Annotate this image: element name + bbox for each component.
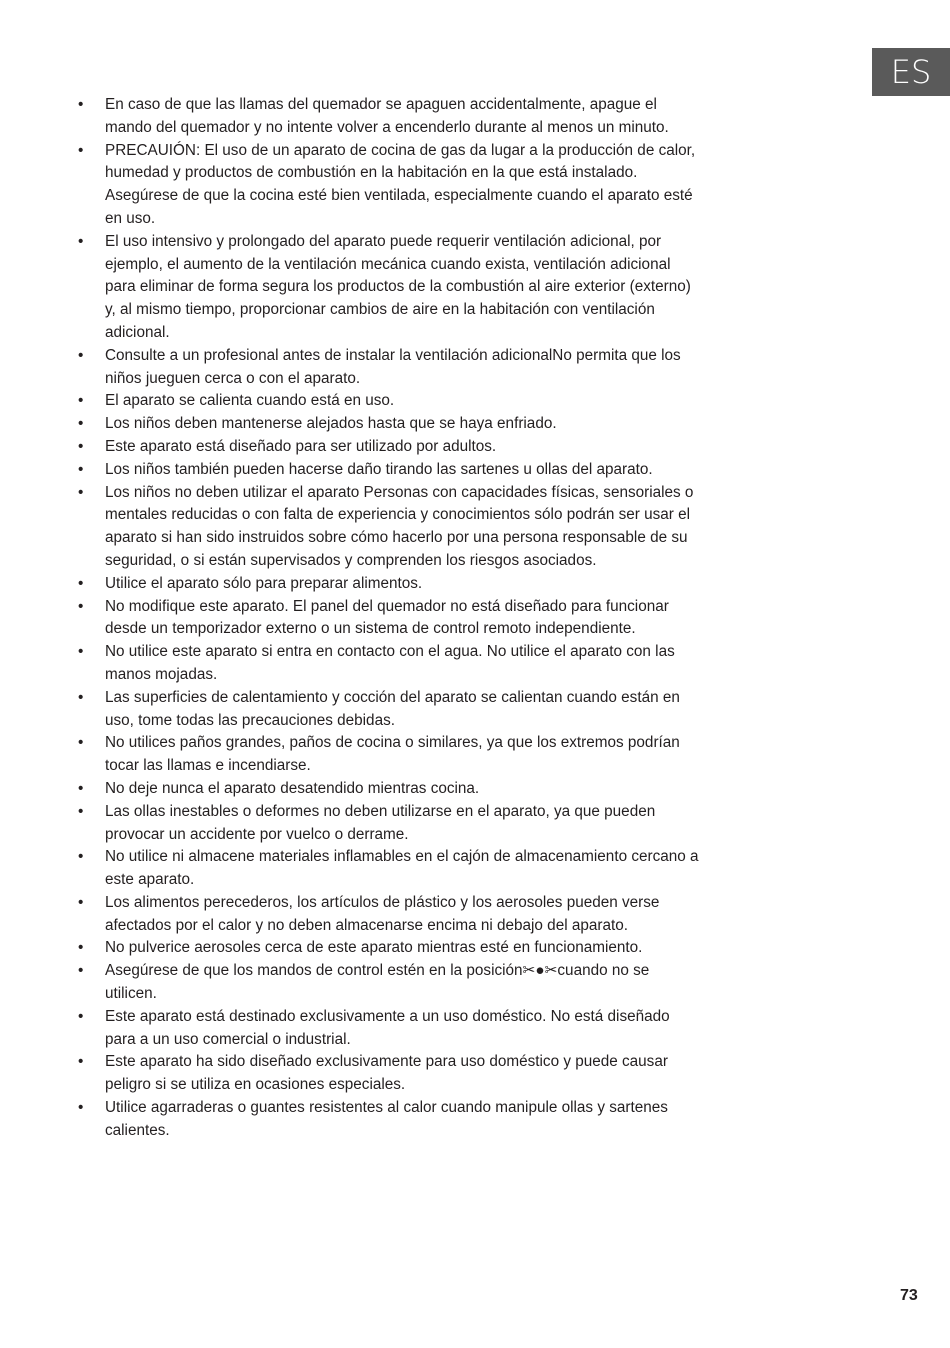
- list-item-text: El aparato se calienta cuando está en uso.: [105, 392, 395, 410]
- bullet-icon: •: [78, 141, 84, 159]
- list-item: [75, 413, 700, 436]
- list-item: [75, 459, 700, 482]
- list-item: [75, 892, 700, 938]
- bullet-list: [75, 94, 700, 1143]
- list-item-text: PRECAUIÓN: El uso de un aparato de cocina de gas da lugar a la producción de calor, humedad y productos de combustión en la habitación en la que está instalado. Asegúrese de que la cocina esté bien ventilada, especialmente cuando el aparato esté en uso.: [105, 141, 696, 227]
- list-item-text: Utilice el aparato sólo para preparar alimentos.: [105, 574, 423, 592]
- bullet-icon: •: [78, 460, 84, 478]
- list-item: [75, 1097, 700, 1143]
- bullet-icon: •: [78, 232, 84, 250]
- list-item: [75, 231, 700, 345]
- list-item-text: Asegúrese de que los mandos de control estén en la posición✂●✂cuando no se utilicen.: [105, 962, 650, 1003]
- bullet-icon: •: [78, 597, 84, 615]
- bullet-icon: •: [78, 392, 84, 410]
- bullet-icon: •: [78, 643, 84, 661]
- list-item: [75, 345, 700, 391]
- bullet-icon: •: [78, 734, 84, 752]
- bullet-icon: •: [78, 802, 84, 820]
- list-item: [75, 641, 700, 687]
- bullet-icon: •: [78, 96, 84, 113]
- list-item-text: En caso de que las llamas del quemador se apaguen accidentalmente, apague el mando del quemador y no intente volver a encenderlo durante al menos un minuto.: [105, 96, 669, 136]
- list-item: [75, 1006, 700, 1052]
- list-item-text: No utilice este aparato si entra en contacto con el agua. No utilice el aparato con las manos mojadas.: [105, 643, 675, 683]
- list-item: [75, 1051, 700, 1097]
- list-item-text: No pulverice aerosoles cerca de este aparato mientras esté en funcionamiento.: [105, 939, 643, 957]
- list-item-text: No utilices paños grandes, paños de cocina o similares, ya que los extremos podrían tocar las llamas e incendiarse.: [105, 734, 680, 775]
- list-item-text: Consulte a un profesional antes de instalar la ventilación adicionalNo permita que los niños jueguen cerca o con el aparato.: [105, 346, 681, 387]
- list-item-text: Utilice agarraderas o guantes resistentes al calor cuando manipule ollas y sartenes calientes.: [105, 1099, 668, 1139]
- list-item: [75, 140, 700, 231]
- list-item: [75, 482, 700, 573]
- list-item: [75, 390, 700, 413]
- list-item-text: Este aparato está destinado exclusivamente a un uso doméstico. No está diseñado para a un uso comercial o industrial.: [105, 1007, 670, 1048]
- bullet-icon: •: [78, 779, 84, 797]
- bullet-icon: •: [78, 848, 84, 866]
- list-item-text: No modifique este aparato. El panel del quemador no está diseñado para funcionar desde un temporizador externo o un sistema de control remoto independiente.: [105, 597, 669, 638]
- list-item: [75, 846, 700, 892]
- bullet-icon: •: [78, 1053, 84, 1071]
- bullet-icon: •: [78, 415, 84, 433]
- list-item-text: Las superficies de calentamiento y cocción del aparato se calientan cuando están en uso, tome todas las precauciones debidas.: [105, 688, 680, 729]
- bullet-icon: •: [78, 346, 84, 364]
- list-item: [75, 732, 700, 778]
- list-item-text: Este aparato ha sido diseñado exclusivamente para uso doméstico y puede causar peligro si se utiliza en ocasiones especiales.: [105, 1053, 668, 1094]
- list-item-text: Este aparato está diseñado para ser utilizado por adultos.: [105, 437, 497, 455]
- list-item-text: No utilice ni almacene materiales inflamables en el cajón de almacenamiento cercano a este aparato.: [105, 848, 699, 889]
- list-item-text: Los niños deben mantenerse alejados hasta que se haya enfriado.: [105, 415, 557, 433]
- list-item: [75, 573, 700, 596]
- list-item: [75, 801, 700, 847]
- list-item-text: Los niños también pueden hacerse daño tirando las sartenes u ollas del aparato.: [105, 460, 653, 478]
- list-item: [75, 94, 700, 140]
- list-item-text: Las ollas inestables o deformes no deben utilizarse en el aparato, ya que pueden provocar un accidente por vuelco o derrame.: [105, 802, 656, 843]
- bullet-icon: •: [78, 574, 84, 592]
- language-tab: ES: [872, 48, 950, 96]
- list-item: [75, 436, 700, 459]
- list-item-text: No deje nunca el aparato desatendido mientras cocina.: [105, 779, 480, 797]
- list-item: [75, 960, 700, 1006]
- safety-instructions: [75, 94, 700, 1143]
- bullet-icon: •: [78, 1099, 84, 1117]
- list-item-text: Los alimentos perecederos, los artículos de plástico y los aerosoles pueden verse afectados por el calor y no deben almacenarse encima ni debajo del aparato.: [105, 893, 660, 934]
- list-item: [75, 596, 700, 642]
- page-number: 73: [900, 1287, 918, 1304]
- list-item: [75, 937, 700, 960]
- bullet-icon: •: [78, 893, 84, 911]
- bullet-icon: •: [78, 939, 84, 957]
- bullet-icon: •: [78, 483, 84, 501]
- bullet-icon: •: [78, 1007, 84, 1025]
- bullet-icon: •: [78, 962, 84, 980]
- list-item: [75, 778, 700, 801]
- bullet-icon: •: [78, 688, 84, 706]
- list-item: [75, 687, 700, 733]
- bullet-icon: •: [78, 437, 84, 455]
- list-item-text: Los niños no deben utilizar el aparato Personas con capacidades físicas, sensoriales o mentales reducidas o con falta de experiencia y conocimientos sólo podrán ser usar el aparato si han sido instruidos sobre cómo hacerlo por una persona responsable de su seguridad, o si están supervisados y comprenden los riesgos asociados.: [105, 483, 694, 569]
- list-item-text: El uso intensivo y prolongado del aparato puede requerir ventilación adicional, por ejemplo, el aumento de la ventilación mecánica cuando exista, ventilación adicional para eliminar de forma segura los productos de la combustión al aire exterior (externo) y, al mismo tiempo, proporcionar cambios de aire en la habitación con ventilación adicional.: [105, 232, 691, 341]
